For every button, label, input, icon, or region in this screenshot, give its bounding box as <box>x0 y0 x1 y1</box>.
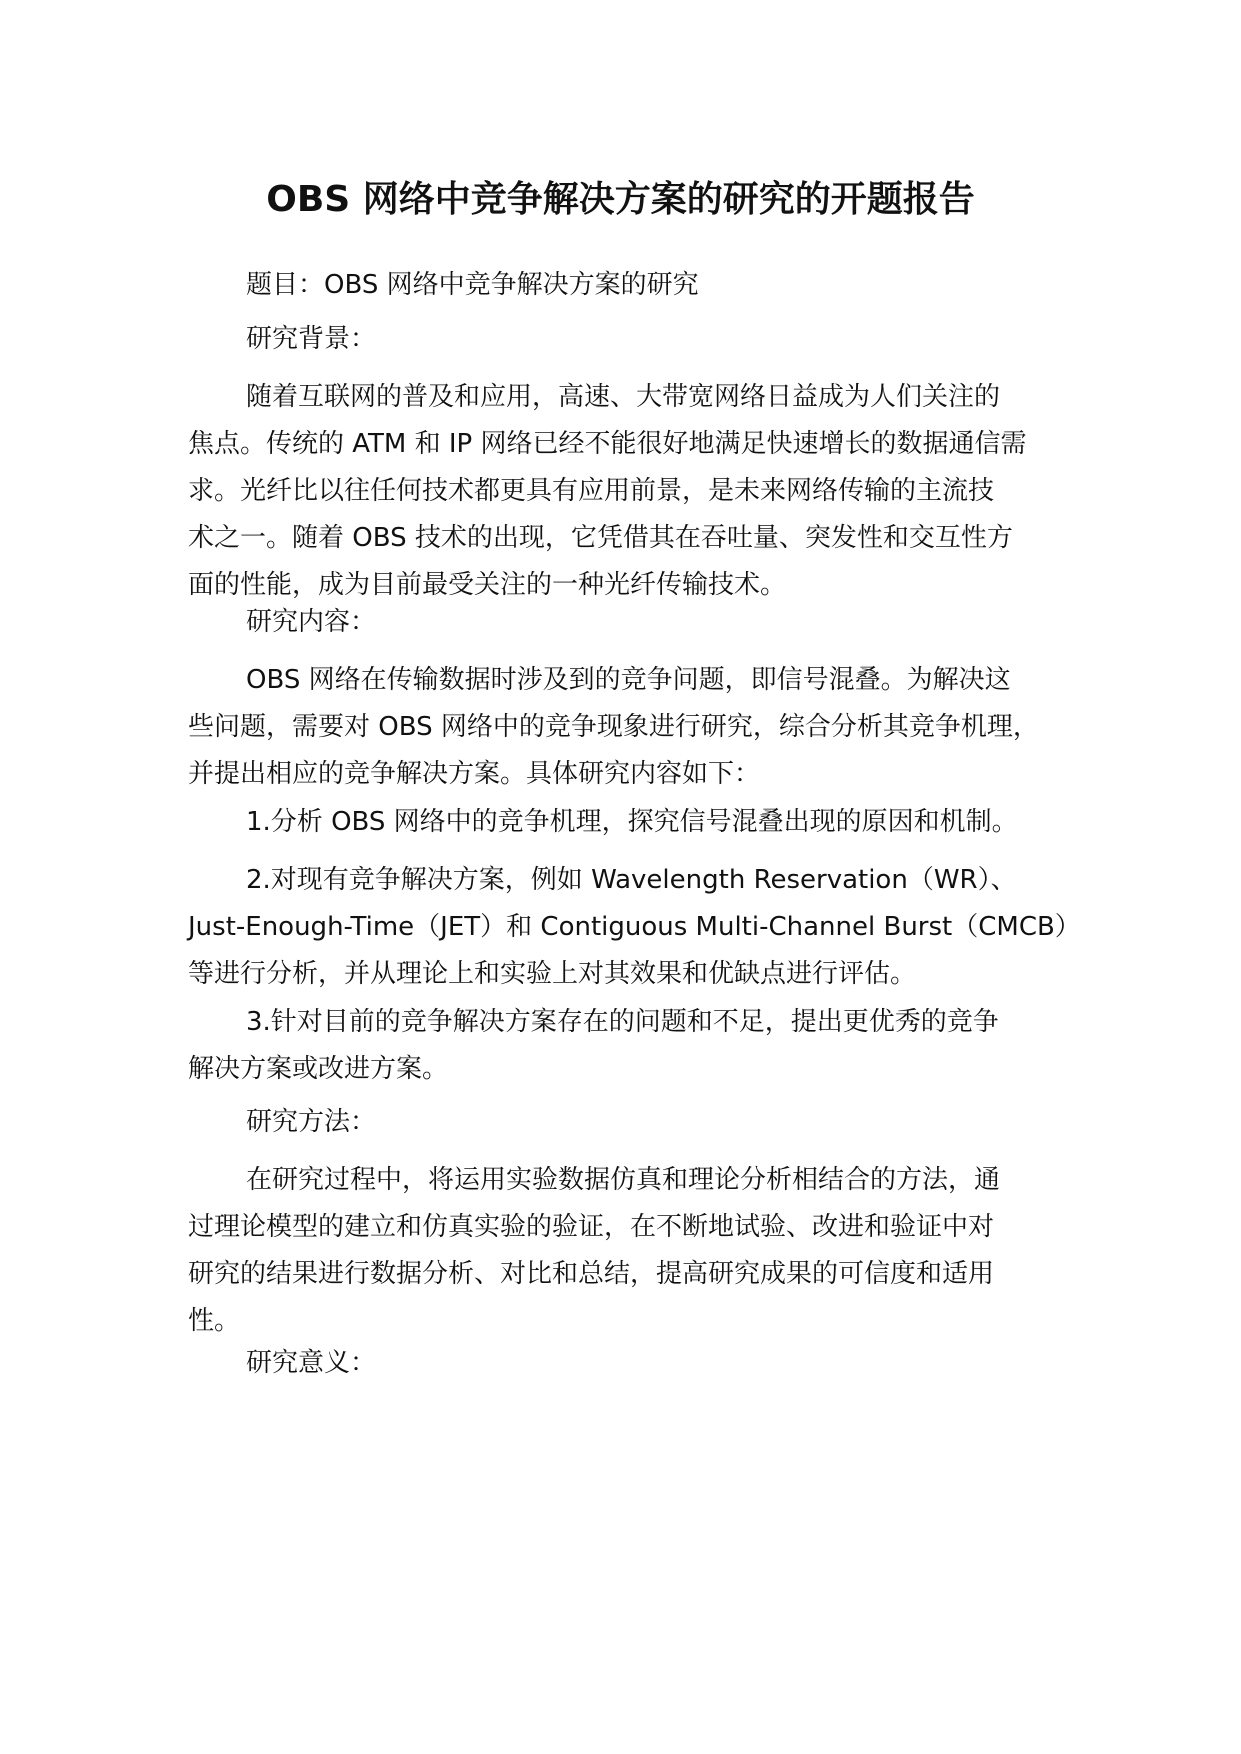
text-line: 1.分析 OBS 网络中的竞争机理，探究信号混叠出现的原因和机制。 <box>246 807 1018 837</box>
text-line: 研究意义： <box>246 1348 377 1378</box>
heading-content <box>188 599 1088 646</box>
text-line: 研究内容： <box>246 607 377 637</box>
paragraph-topic <box>188 262 1088 309</box>
paragraph-content <box>188 657 1088 798</box>
text-line: Just-Enough-Time（JET）和 Contiguous Multi-Channel Burst（CMCB） <box>188 912 1081 942</box>
text-line: 些问题，需要对 OBS 网络中的竞争现象进行研究，综合分析其竞争机理， <box>188 712 1039 742</box>
text-line: 性。 <box>188 1306 241 1336</box>
text-line: 随着互联网的普及和应用，高速、大带宽网络日益成为人们关注的 <box>246 382 1001 412</box>
text-line: 等进行分析，并从理论上和实验上对其效果和优缺点进行评估。 <box>188 959 917 989</box>
text-line: 3.针对目前的竞争解决方案存在的问题和不足，提出更优秀的竞争 <box>246 1007 999 1037</box>
document-title: OBS 网络中竞争解决方案的研究的开题报告 <box>266 179 975 220</box>
text-line: 过理论模型的建立和仿真实验的验证，在不断地试验、改进和验证中对 <box>188 1212 995 1242</box>
text-line: 术之一。随着 OBS 技术的出现，它凭借其在吞吐量、突发性和交互性方 <box>188 523 1013 553</box>
paragraph-method <box>188 1157 1088 1345</box>
text-line: 研究背景： <box>246 324 377 354</box>
heading-background <box>188 316 1088 363</box>
paragraph-item-2 <box>188 857 1088 998</box>
text-line: 并提出相应的竞争解决方案。具体研究内容如下： <box>188 759 761 789</box>
text-line: OBS 网络在传输数据时涉及到的竞争问题，即信号混叠。为解决这 <box>246 665 1011 695</box>
text-line: 题目：OBS 网络中竞争解决方案的研究 <box>246 270 699 300</box>
text-line: 研究的结果进行数据分析、对比和总结，提高研究成果的可信度和适用 <box>188 1259 995 1289</box>
text-line: 解决方案或改进方案。 <box>188 1054 449 1084</box>
paragraph-item-3 <box>188 999 1088 1093</box>
heading-method <box>188 1099 1088 1146</box>
text-line: 2.对现有竞争解决方案，例如 Wavelength Reservation（WR）、 <box>246 865 1017 895</box>
paragraph-background <box>188 374 1088 609</box>
text-line: 研究方法： <box>246 1107 377 1137</box>
paragraph-item-1 <box>188 799 1088 846</box>
text-line: 焦点。传统的 ATM 和 IP 网络已经不能很好地满足快速增长的数据通信需 <box>188 429 1027 459</box>
text-line: 求。光纤比以往任何技术都更具有应用前景，是未来网络传输的主流技 <box>188 476 995 506</box>
heading-significance <box>188 1340 1088 1387</box>
text-line: 在研究过程中，将运用实验数据仿真和理论分析相结合的方法，通 <box>246 1165 1001 1195</box>
text-line: 面的性能，成为目前最受关注的一种光纤传输技术。 <box>188 570 787 600</box>
